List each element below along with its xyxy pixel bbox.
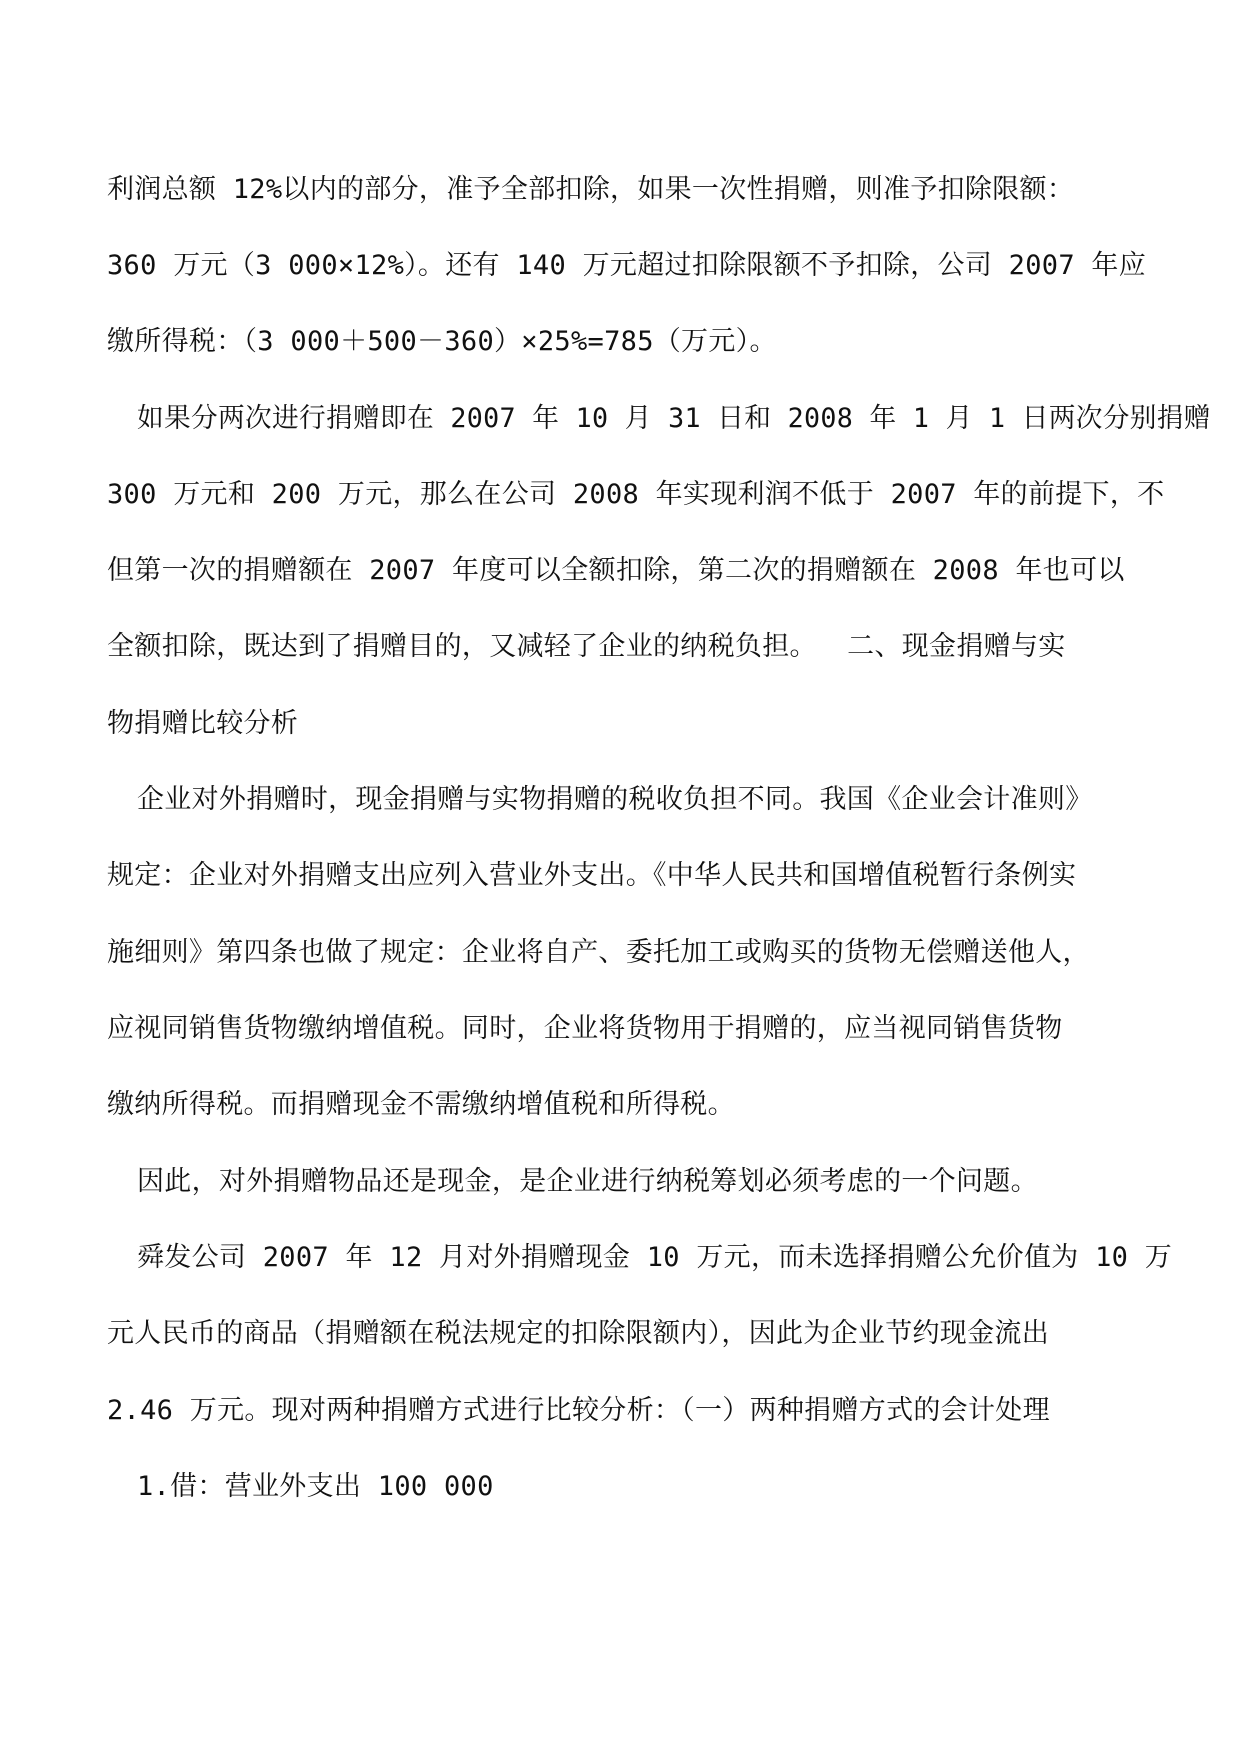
text-line: 规定：企业对外捐赠支出应列入营业外支出。《中华人民共和国增值税暂行条例实 (107, 860, 1077, 891)
text-line: 360 万元（3 000×12%）。还有 140 万元超过扣除限额不予扣除，公司 2007 年应 (107, 250, 1147, 281)
text-line: 物捐赠比较分析 (107, 708, 299, 739)
text-line: 企业对外捐赠时，现金捐赠与实物捐赠的税收负担不同。我国《企业会计准则》 (137, 784, 1093, 815)
text-line: 但第一次的捐赠额在 2007 年度可以全额扣除，第二次的捐赠额在 2008 年也可以 (107, 555, 1125, 586)
text-line: 施细则》第四条也做了规定：企业将自产、委托加工或购买的货物无偿赠送他人， (107, 937, 1090, 968)
text-line: 全额扣除，既达到了捐赠目的，又减轻了企业的纳税负担。 二、现金捐赠与实 (107, 631, 1066, 662)
text-line: 缴纳所得税。而捐赠现金不需缴纳增值税和所得税。 (107, 1089, 735, 1120)
text-line: 1.借：营业外支出 100 000 (137, 1471, 494, 1502)
text-line: 应视同销售货物缴纳增值税。同时，企业将货物用于捐赠的，应当视同销售货物 (107, 1013, 1063, 1044)
text-line: 2.46 万元。现对两种捐赠方式进行比较分析：（一）两种捐赠方式的会计处理 (107, 1395, 1050, 1426)
text-line: 缴所得税：（3 000＋500－360）×25%=785（万元）。 (107, 326, 777, 357)
text-line: 元人民币的商品（捐赠额在税法规定的扣除限额内），因此为企业节约现金流出 (107, 1318, 1049, 1349)
text-line: 300 万元和 200 万元，那么在公司 2008 年实现利润不低于 2007 年的前提下，不 (107, 479, 1165, 510)
text-line: 利润总额 12%以内的部分，准予全部扣除，如果一次性捐赠，则准予扣除限额： (107, 174, 1075, 205)
text-line: 如果分两次进行捐赠即在 2007 年 10 月 31 日和 2008 年 1 月 1 日两次分别捐赠 (137, 403, 1211, 434)
text-line: 因此，对外捐赠物品还是现金，是企业进行纳税筹划必须考虑的一个问题。 (137, 1166, 1038, 1197)
text-line: 舜发公司 2007 年 12 月对外捐赠现金 10 万元，而未选择捐赠公允价值为 10 万 (137, 1242, 1173, 1273)
